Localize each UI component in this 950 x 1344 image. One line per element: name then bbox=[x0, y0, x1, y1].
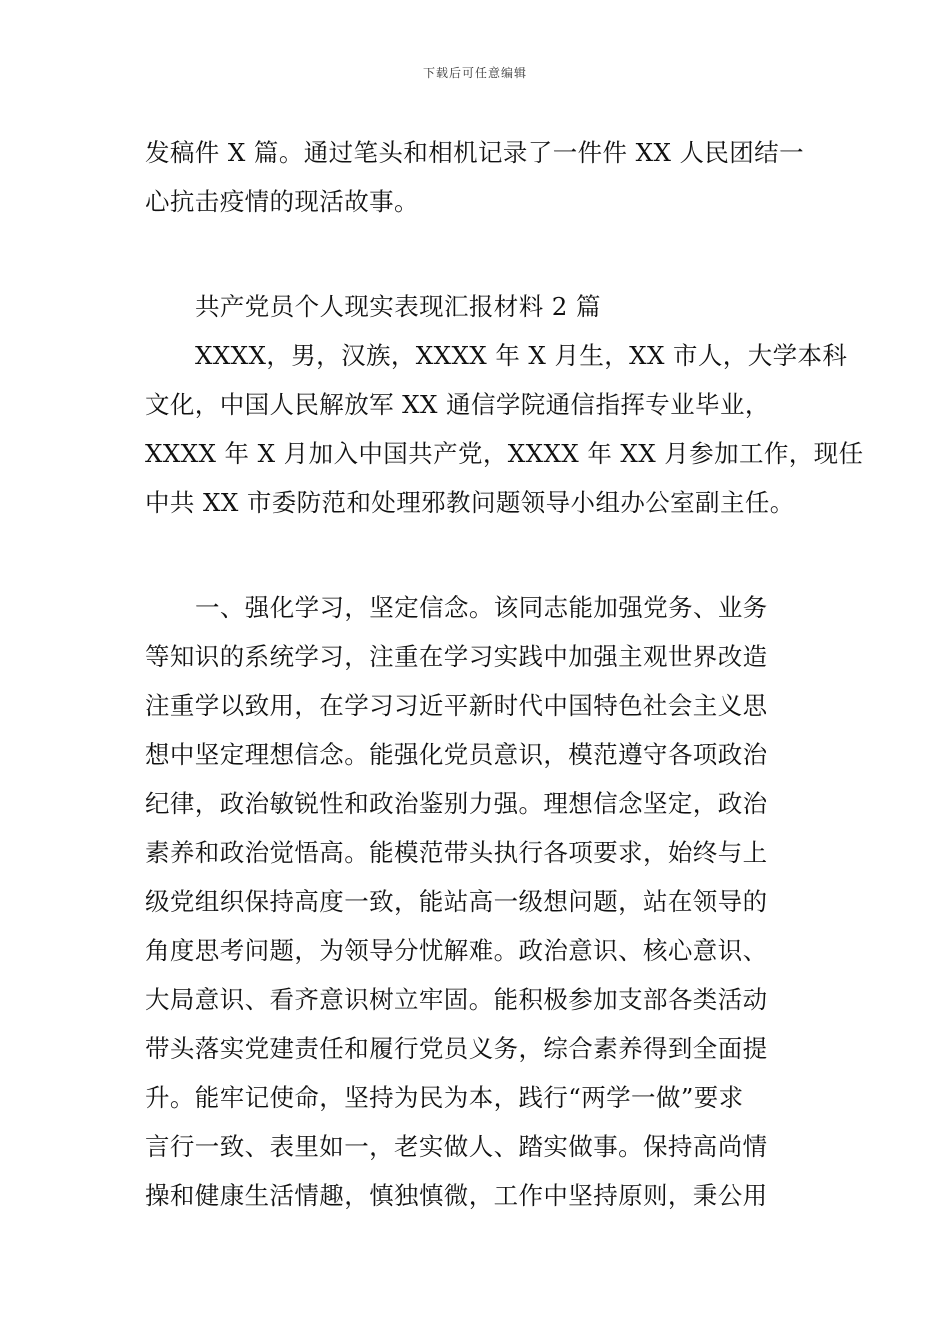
section1-line-6: 素养和政治觉悟高。能模范带头执行各项要求，始终与上 bbox=[145, 838, 768, 867]
profile-line-1: XXXX，男，汉族，XXXX 年 X 月生，XX 市人，大学本科 bbox=[195, 341, 848, 370]
section1-line-4: 想中坚定理想信念。能强化党员意识，模范遵守各项政治 bbox=[145, 740, 768, 769]
intro-paragraph bbox=[145, 128, 810, 226]
document-title bbox=[145, 282, 810, 331]
title-line: 共产党员个人现实表现汇报材料 2 篇 bbox=[195, 292, 601, 321]
document-body bbox=[145, 128, 864, 1220]
section1-line-10: 带头落实党建责任和履行党员义务，综合素养得到全面提 bbox=[145, 1034, 768, 1063]
section1-line-9: 大局意识、看齐意识树立牢固。能积极参加支部各类活动 bbox=[145, 985, 768, 1014]
intro-line-2: 心抗击疫情的现活故事。 bbox=[145, 187, 419, 216]
section1-line-13: 操和健康生活情趣，慎独慎微，工作中坚持原则，秉公用 bbox=[145, 1181, 768, 1210]
section1-line-5: 纪律，政治敏锐性和政治鉴别力强。理想信念坚定，政治 bbox=[145, 789, 768, 818]
page-header: 下载后可任意编辑 bbox=[422, 66, 527, 80]
profile-paragraph bbox=[145, 331, 864, 527]
section1-line-1: 一、强化学习，坚定信念。该同志能加强党务、业务 bbox=[195, 593, 768, 622]
section1-line-2: 等知识的系统学习，注重在学习实践中加强主观世界改造 bbox=[145, 642, 768, 671]
section-1-paragraph bbox=[145, 583, 810, 1220]
section1-line-8: 角度思考问题，为领导分忧解难。政治意识、核心意识、 bbox=[145, 936, 768, 965]
section1-line-3: 注重学以致用，在学习习近平新时代中国特色社会主义思 bbox=[145, 691, 768, 720]
section1-line-12: 言行一致、表里如一，老实做人、踏实做事。保持高尚情 bbox=[145, 1132, 768, 1161]
section1-line-11: 升。能牢记使命，坚持为民为本，践行“两学一做”要求 bbox=[145, 1083, 744, 1112]
profile-line-2: 文化，中国人民解放军 XX 通信学院通信指挥专业毕业， bbox=[145, 390, 770, 419]
profile-line-4: 中共 XX 市委防范和处理邪教问题领导小组办公室副主任。 bbox=[145, 488, 795, 517]
profile-line-3: XXXX 年 X 月加入中国共产党，XXXX 年 XX 月参加工作，现任 bbox=[145, 439, 864, 468]
section1-line-7: 级党组织保持高度一致，能站高一级想问题，站在领导的 bbox=[145, 887, 768, 916]
intro-line-1: 发稿件 X 篇。通过笔头和相机记录了一件件 XX 人民团结一 bbox=[145, 138, 804, 167]
